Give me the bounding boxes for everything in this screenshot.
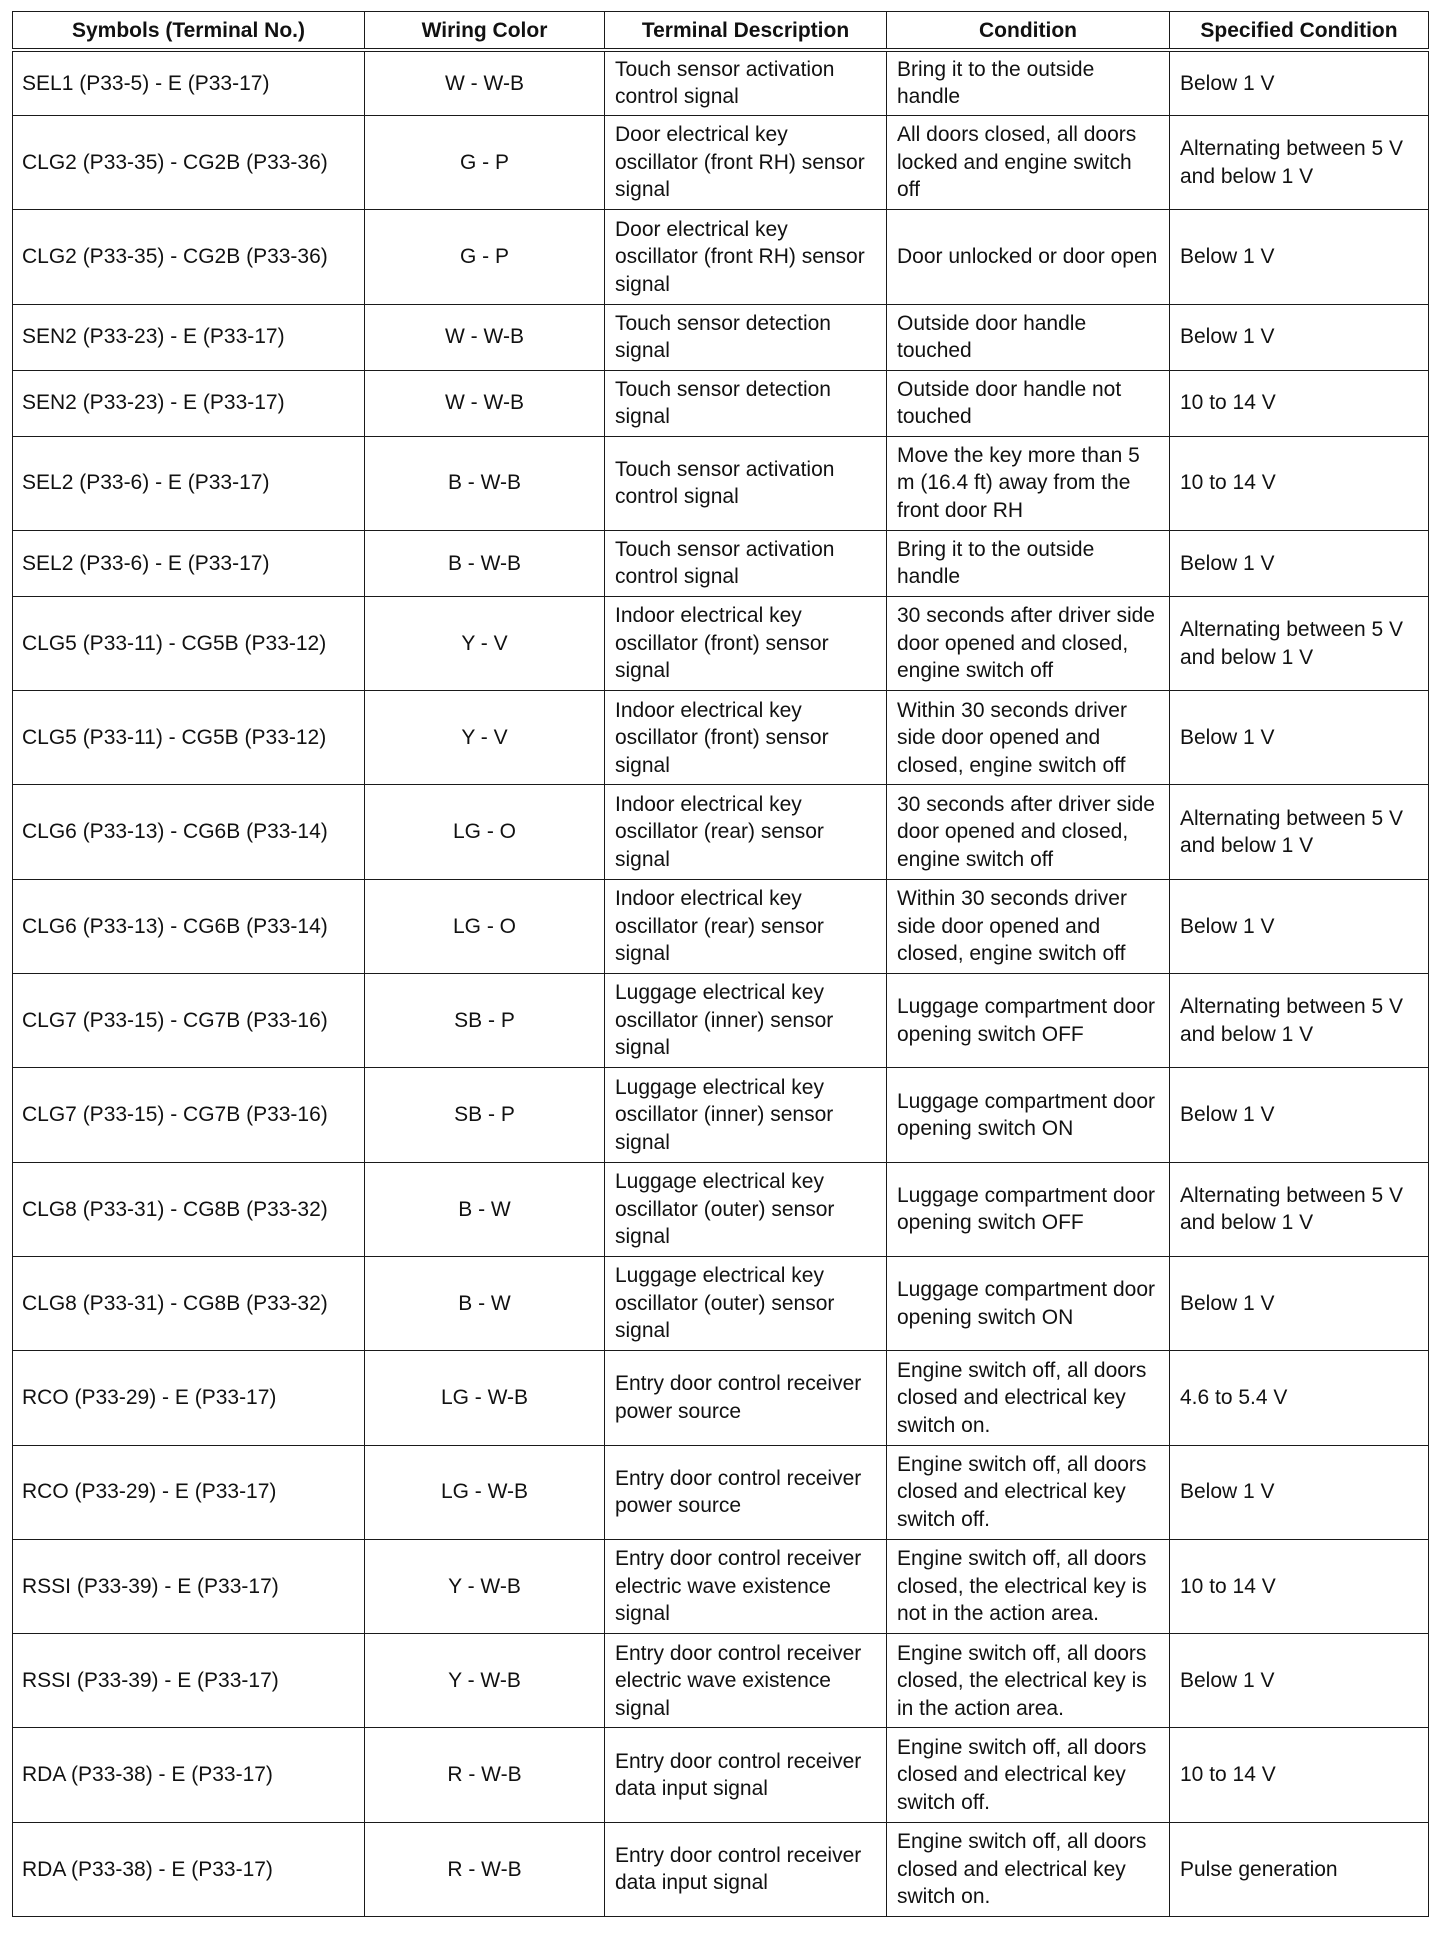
cell-description: Luggage electrical key oscillator (outer) sensor signal xyxy=(605,1162,887,1256)
cell-symbols: CLG6 (P33-13) - CG6B (P33-14) xyxy=(13,785,365,879)
cell-symbols: CLG5 (P33-11) - CG5B (P33-12) xyxy=(13,596,365,690)
cell-specified-condition: Alternating between 5 V and below 1 V xyxy=(1170,974,1429,1068)
cell-condition: Luggage compartment door opening switch ON xyxy=(887,1068,1170,1162)
cell-wiring-color: B - W-B xyxy=(365,530,605,596)
table-row xyxy=(13,879,1429,973)
cell-specified-condition: Below 1 V xyxy=(1170,530,1429,596)
terminal-spec-table-container xyxy=(12,11,1428,1917)
cell-symbols: CLG5 (P33-11) - CG5B (P33-12) xyxy=(13,691,365,785)
cell-wiring-color: W - W-B xyxy=(365,370,605,436)
cell-specified-condition: Below 1 V xyxy=(1170,1634,1429,1728)
cell-wiring-color: B - W-B xyxy=(365,436,605,530)
cell-condition: Outside door handle touched xyxy=(887,304,1170,370)
table-row xyxy=(13,1068,1429,1162)
cell-specified-condition: Alternating between 5 V and below 1 V xyxy=(1170,596,1429,690)
table-row xyxy=(13,596,1429,690)
cell-wiring-color: LG - O xyxy=(365,785,605,879)
cell-description: Touch sensor detection signal xyxy=(605,370,887,436)
header-specified-condition: Specified Condition xyxy=(1170,12,1429,50)
cell-specified-condition: Alternating between 5 V and below 1 V xyxy=(1170,1162,1429,1256)
cell-condition: Luggage compartment door opening switch OFF xyxy=(887,1162,1170,1256)
cell-condition: Bring it to the outside handle xyxy=(887,50,1170,116)
cell-wiring-color: Y - W-B xyxy=(365,1539,605,1633)
cell-symbols: RSSI (P33-39) - E (P33-17) xyxy=(13,1634,365,1728)
cell-specified-condition: Below 1 V xyxy=(1170,691,1429,785)
cell-description: Indoor electrical key oscillator (rear) sensor signal xyxy=(605,879,887,973)
header-condition: Condition xyxy=(887,12,1170,50)
cell-symbols: SEL1 (P33-5) - E (P33-17) xyxy=(13,50,365,116)
cell-specified-condition: Alternating between 5 V and below 1 V xyxy=(1170,116,1429,210)
cell-wiring-color: LG - W-B xyxy=(365,1351,605,1445)
cell-condition: 30 seconds after driver side door opened and closed, engine switch off xyxy=(887,785,1170,879)
table-row xyxy=(13,691,1429,785)
cell-condition: Engine switch off, all doors closed, the electrical key is not in the action area. xyxy=(887,1539,1170,1633)
cell-condition: Door unlocked or door open xyxy=(887,210,1170,304)
cell-symbols: RDA (P33-38) - E (P33-17) xyxy=(13,1822,365,1916)
cell-wiring-color: LG - O xyxy=(365,879,605,973)
cell-symbols: CLG7 (P33-15) - CG7B (P33-16) xyxy=(13,974,365,1068)
cell-wiring-color: Y - V xyxy=(365,596,605,690)
table-row xyxy=(13,1539,1429,1633)
cell-wiring-color: B - W xyxy=(365,1256,605,1350)
table-row xyxy=(13,1634,1429,1728)
cell-condition: Engine switch off, all doors closed and electrical key switch on. xyxy=(887,1822,1170,1916)
header-wiring-color: Wiring Color xyxy=(365,12,605,50)
cell-symbols: SEN2 (P33-23) - E (P33-17) xyxy=(13,370,365,436)
cell-symbols: CLG8 (P33-31) - CG8B (P33-32) xyxy=(13,1256,365,1350)
cell-description: Touch sensor activation control signal xyxy=(605,436,887,530)
table-row xyxy=(13,50,1429,116)
cell-specified-condition: Below 1 V xyxy=(1170,879,1429,973)
cell-wiring-color: Y - W-B xyxy=(365,1634,605,1728)
cell-specified-condition: 10 to 14 V xyxy=(1170,436,1429,530)
cell-specified-condition: Below 1 V xyxy=(1170,50,1429,116)
cell-wiring-color: SB - P xyxy=(365,974,605,1068)
table-row xyxy=(13,370,1429,436)
cell-description: Entry door control receiver data input signal xyxy=(605,1728,887,1822)
cell-specified-condition: Pulse generation xyxy=(1170,1822,1429,1916)
cell-description: Indoor electrical key oscillator (front) sensor signal xyxy=(605,596,887,690)
cell-condition: 30 seconds after driver side door opened and closed, engine switch off xyxy=(887,596,1170,690)
cell-condition: All doors closed, all doors locked and engine switch off xyxy=(887,116,1170,210)
cell-wiring-color: R - W-B xyxy=(365,1822,605,1916)
cell-condition: Move the key more than 5 m (16.4 ft) away from the front door RH xyxy=(887,436,1170,530)
table-row xyxy=(13,1728,1429,1822)
cell-specified-condition: 10 to 14 V xyxy=(1170,1539,1429,1633)
cell-wiring-color: G - P xyxy=(365,210,605,304)
cell-symbols: SEN2 (P33-23) - E (P33-17) xyxy=(13,304,365,370)
table-row xyxy=(13,785,1429,879)
cell-symbols: RCO (P33-29) - E (P33-17) xyxy=(13,1351,365,1445)
table-row xyxy=(13,304,1429,370)
cell-condition: Bring it to the outside handle xyxy=(887,530,1170,596)
table-row xyxy=(13,530,1429,596)
cell-specified-condition: 4.6 to 5.4 V xyxy=(1170,1351,1429,1445)
cell-condition: Engine switch off, all doors closed and electrical key switch off. xyxy=(887,1728,1170,1822)
cell-wiring-color: W - W-B xyxy=(365,304,605,370)
cell-condition: Within 30 seconds driver side door opened and closed, engine switch off xyxy=(887,691,1170,785)
cell-symbols: CLG8 (P33-31) - CG8B (P33-32) xyxy=(13,1162,365,1256)
cell-description: Touch sensor activation control signal xyxy=(605,530,887,596)
cell-description: Entry door control receiver power source xyxy=(605,1445,887,1539)
cell-symbols: CLG7 (P33-15) - CG7B (P33-16) xyxy=(13,1068,365,1162)
cell-symbols: RCO (P33-29) - E (P33-17) xyxy=(13,1445,365,1539)
cell-description: Indoor electrical key oscillator (front) sensor signal xyxy=(605,691,887,785)
table-row xyxy=(13,1162,1429,1256)
table-row xyxy=(13,116,1429,210)
cell-description: Luggage electrical key oscillator (outer) sensor signal xyxy=(605,1256,887,1350)
cell-condition: Engine switch off, all doors closed, the electrical key is in the action area. xyxy=(887,1634,1170,1728)
cell-condition: Within 30 seconds driver side door opened and closed, engine switch off xyxy=(887,879,1170,973)
cell-condition: Outside door handle not touched xyxy=(887,370,1170,436)
cell-description: Door electrical key oscillator (front RH) sensor signal xyxy=(605,116,887,210)
cell-specified-condition: Below 1 V xyxy=(1170,210,1429,304)
cell-description: Touch sensor activation control signal xyxy=(605,50,887,116)
cell-specified-condition: Below 1 V xyxy=(1170,1256,1429,1350)
table-row xyxy=(13,1351,1429,1445)
cell-condition: Engine switch off, all doors closed and electrical key switch on. xyxy=(887,1351,1170,1445)
cell-symbols: CLG2 (P33-35) - CG2B (P33-36) xyxy=(13,116,365,210)
cell-condition: Engine switch off, all doors closed and electrical key switch off. xyxy=(887,1445,1170,1539)
cell-description: Luggage electrical key oscillator (inner) sensor signal xyxy=(605,974,887,1068)
cell-specified-condition: 10 to 14 V xyxy=(1170,1728,1429,1822)
cell-description: Luggage electrical key oscillator (inner) sensor signal xyxy=(605,1068,887,1162)
cell-condition: Luggage compartment door opening switch ON xyxy=(887,1256,1170,1350)
cell-description: Indoor electrical key oscillator (rear) sensor signal xyxy=(605,785,887,879)
terminal-spec-table xyxy=(12,11,1429,1917)
cell-symbols: SEL2 (P33-6) - E (P33-17) xyxy=(13,530,365,596)
table-row xyxy=(13,436,1429,530)
cell-wiring-color: R - W-B xyxy=(365,1728,605,1822)
header-terminal-description: Terminal Description xyxy=(605,12,887,50)
cell-description: Door electrical key oscillator (front RH) sensor signal xyxy=(605,210,887,304)
cell-wiring-color: B - W xyxy=(365,1162,605,1256)
cell-specified-condition: Below 1 V xyxy=(1170,304,1429,370)
cell-symbols: SEL2 (P33-6) - E (P33-17) xyxy=(13,436,365,530)
cell-specified-condition: Below 1 V xyxy=(1170,1068,1429,1162)
header-row xyxy=(13,12,1429,50)
cell-wiring-color: SB - P xyxy=(365,1068,605,1162)
cell-specified-condition: Below 1 V xyxy=(1170,1445,1429,1539)
cell-wiring-color: Y - V xyxy=(365,691,605,785)
table-row xyxy=(13,210,1429,304)
cell-description: Entry door control receiver data input signal xyxy=(605,1822,887,1916)
cell-wiring-color: LG - W-B xyxy=(365,1445,605,1539)
table-row xyxy=(13,1445,1429,1539)
table-row xyxy=(13,974,1429,1068)
cell-symbols: CLG6 (P33-13) - CG6B (P33-14) xyxy=(13,879,365,973)
cell-specified-condition: Alternating between 5 V and below 1 V xyxy=(1170,785,1429,879)
cell-wiring-color: W - W-B xyxy=(365,50,605,116)
cell-specified-condition: 10 to 14 V xyxy=(1170,370,1429,436)
cell-description: Entry door control receiver electric wave existence signal xyxy=(605,1634,887,1728)
cell-description: Touch sensor detection signal xyxy=(605,304,887,370)
cell-description: Entry door control receiver electric wave existence signal xyxy=(605,1539,887,1633)
table-row xyxy=(13,1822,1429,1916)
cell-symbols: CLG2 (P33-35) - CG2B (P33-36) xyxy=(13,210,365,304)
cell-symbols: RDA (P33-38) - E (P33-17) xyxy=(13,1728,365,1822)
cell-wiring-color: G - P xyxy=(365,116,605,210)
header-symbols: Symbols (Terminal No.) xyxy=(13,12,365,50)
cell-condition: Luggage compartment door opening switch OFF xyxy=(887,974,1170,1068)
cell-symbols: RSSI (P33-39) - E (P33-17) xyxy=(13,1539,365,1633)
table-row xyxy=(13,1256,1429,1350)
cell-description: Entry door control receiver power source xyxy=(605,1351,887,1445)
